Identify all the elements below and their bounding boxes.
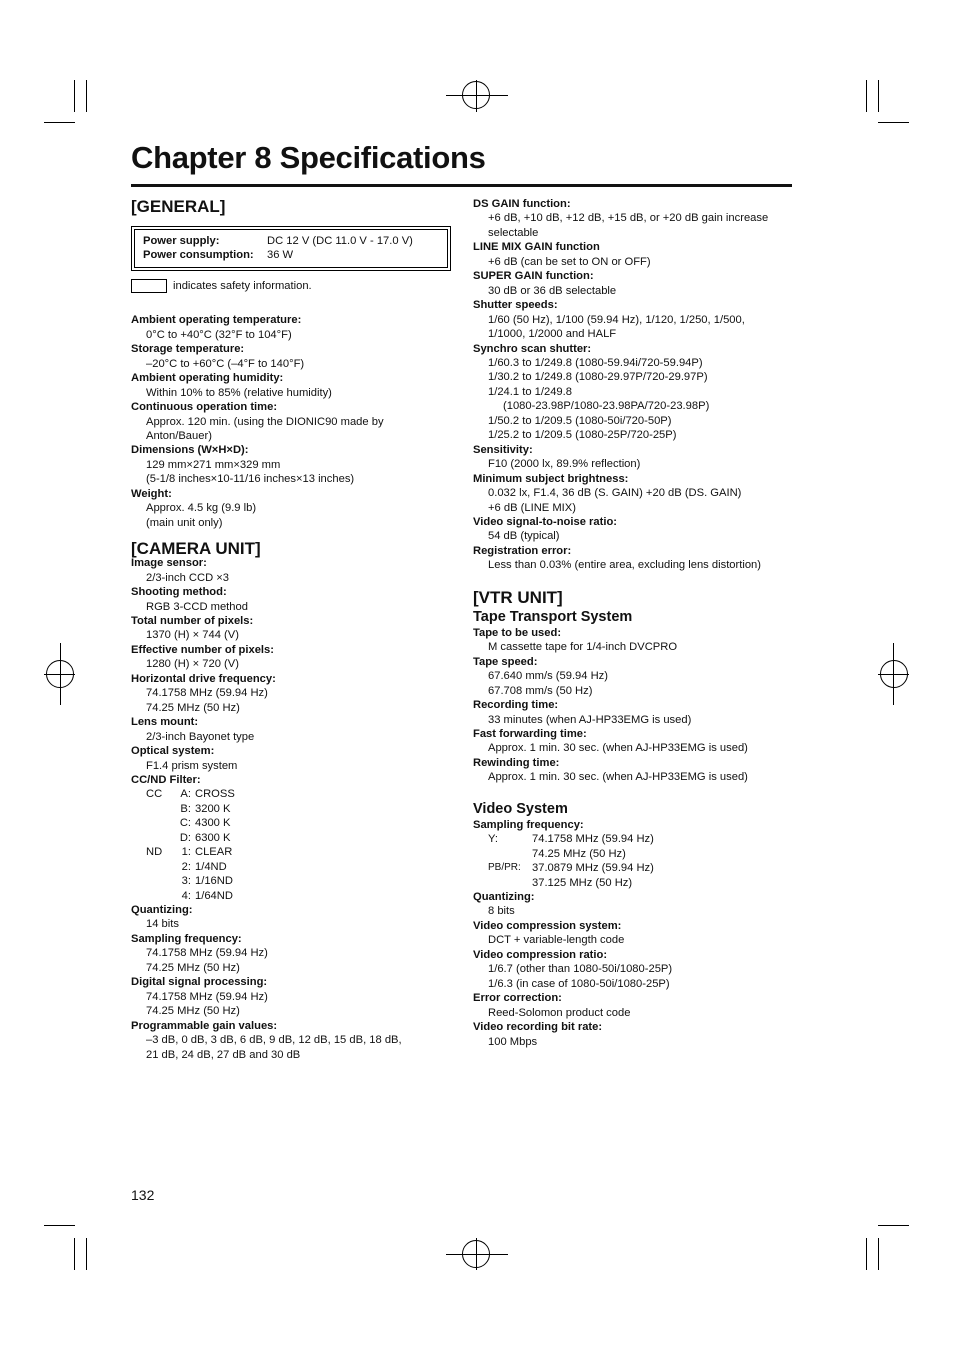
filter-row: ND 1: CLEAR bbox=[146, 846, 233, 859]
camera-heading: [CAMERA UNIT] bbox=[131, 539, 261, 559]
video-heading: Video System bbox=[473, 800, 568, 817]
page-number: 132 bbox=[131, 1187, 155, 1203]
tape-heading: Tape Transport System bbox=[473, 608, 633, 625]
safety-box bbox=[131, 226, 451, 271]
sampling-row: Y: 74.1758 MHz (59.94 Hz) bbox=[488, 833, 654, 846]
filter-row: 3: 1/16ND bbox=[181, 875, 233, 888]
filter-row: C: 4300 K bbox=[179, 817, 231, 830]
general-heading: [GENERAL] bbox=[131, 197, 226, 216]
box-row: Power supply: DC 12 V (DC 11.0 V - 17.0 V) bbox=[143, 235, 413, 247]
right-column: DS GAIN function: +6 dB, +10 dB, +12 dB, +15 dB, or +20 dB gain increase selectable LINE MIX GAIN function +6 dB (can be set to ON or OFF) SUPER GAIN function: 30 dB or 36 dB selectable Shutter speeds: 1/60 (50 Hz), 1/100 (59.94 Hz), 1/120, 1/250, 1/500, 1/1000, 1/2000 and HALF Synchro scan shutter: 1/60.3 to 1/249.8 (1080-59.94i/720-59.94P) 1/30.2 to 1/249.8 (1080-29.97P/720-29.97P) 1/24.1 to 1/249.8 (1080-23.98P/1080-23.98PA/720-23.98P) 1/50.2 to 1/209.5 (1080-50i/720-50P) 1/25.2 to 1/209.5 (1080-25P/720-25P) Sensitivity: F10 (2000 lx, 89.9% reflection) Minimum subject brightness: 0.032 lx, F1.4, 36 dB (S. GAIN) +20 dB (DS. GAIN) +6 dB (LINE MIX) Video signal-to-noise ratio: 54 dB (typical) Registration error: Less than 0.03% (entire area, excluding lens distortion) [VTR UNIT] Tape Transport System Tape to be used: M cassette tape for 1/4-inch DVCPRO Tape speed: 67.640 mm/s (59.94 Hz) 67.708 mm/s (50 Hz) Recording time: 33 minutes (when AJ-HP33EMG is used) Fast forwarding time: Approx. 1 min. 30 sec. (when AJ-HP33EMG is used) Rewinding time: Approx. 1 min. 30 sec. (when AJ-HP33EMG is used) Video System Sampling frequency: Y: 74.1758 MHz (59.94 Hz) 74.25 MHz (50 Hz) PB/PR: 37.0879 MHz (59.94 Hz) 37.125 MHz (50 Hz) Quantizing: 8 bits Video compression system: DCT + variable-length code Video compression ratio: 1/6.7 (other than 1080-50i/1080-25P) 1/6.3 (in case of 1080-50i/1080-25P) Error correction: Reed-Solomon product code Video recording bit rate: 100 Mbps bbox=[473, 197, 793, 1049]
sampling-row: 74.25 MHz (50 Hz) bbox=[532, 847, 626, 860]
left-column bbox=[131, 196, 456, 1062]
filter-row: CC A: CROSS bbox=[146, 788, 235, 801]
camera-specs: Image sensor: 2/3-inch CCD ×3 Shooting method: RGB 3-CCD method Total number of pixels: 1370 (H) × 744 (V) Effective number of pixels: 1280 (H) × 720 (V) Horizontal drive frequency: 74.1758 MHz (59.94 Hz) 74.25 MHz (50 Hz) Lens mount: 2/3-inch Bayonet type Optical system: F1.4 prism system CC/ND Filter: CC A: CROSS B: 3200 K C: 4300 K D: 6300 K ND 1: CLEAR 2: 1/4ND 3: 1/16ND 4: 1/64ND Quantizing: 14 bits Sampling frequency: 74.1758 MHz (59.94 Hz) 74.25 MHz (50 Hz) Digital signal processing: 74.1758 MHz (59.94 Hz) 74.25 MHz (50 Hz) Programmable gain values: –3 dB, 0 dB, 3 dB, 6 dB, 9 dB, 12 dB, 15 dB, 18 dB, 21 dB, 24 dB, 27 dB and 30 dB bbox=[131, 556, 456, 1062]
general-specs: Ambient operating temperature: 0°C to +40°C (32°F to 104°F) Storage temperature: –20°C to +60°C (–4°F to 140°F) Ambient operating humidity: Within 10% to 85% (relative humidity) Continuous operation time: Approx. 120 min. (using the DIONIC90 made by Anton/Bauer) Dimensions (W×H×D): 129 mm×271 mm×329 mm (5-1/8 inches×10-11/16 inches×13 inches) Weight: Approx. 4.5 kg (9.9 lb) (main unit only) bbox=[131, 314, 384, 529]
filter-row: B: 3200 K bbox=[180, 802, 231, 815]
safety-note: indicates safety information. bbox=[131, 279, 456, 293]
filter-row: D: 6300 K bbox=[179, 831, 231, 844]
title-rule bbox=[131, 184, 792, 187]
filter-row: 2: 1/4ND bbox=[181, 860, 227, 873]
box-row: Power consumption: 36 W bbox=[143, 249, 294, 262]
filter-row: 4: 1/64ND bbox=[181, 889, 233, 902]
sampling-row: 37.125 MHz (50 Hz) bbox=[532, 876, 633, 889]
sampling-row: PB/PR: 37.0879 MHz (59.94 Hz) bbox=[488, 862, 654, 875]
vtr-heading: [VTR UNIT] bbox=[473, 587, 563, 607]
chapter-title: Chapter 8 Specifications bbox=[131, 140, 486, 175]
safety-box-icon bbox=[131, 279, 167, 293]
